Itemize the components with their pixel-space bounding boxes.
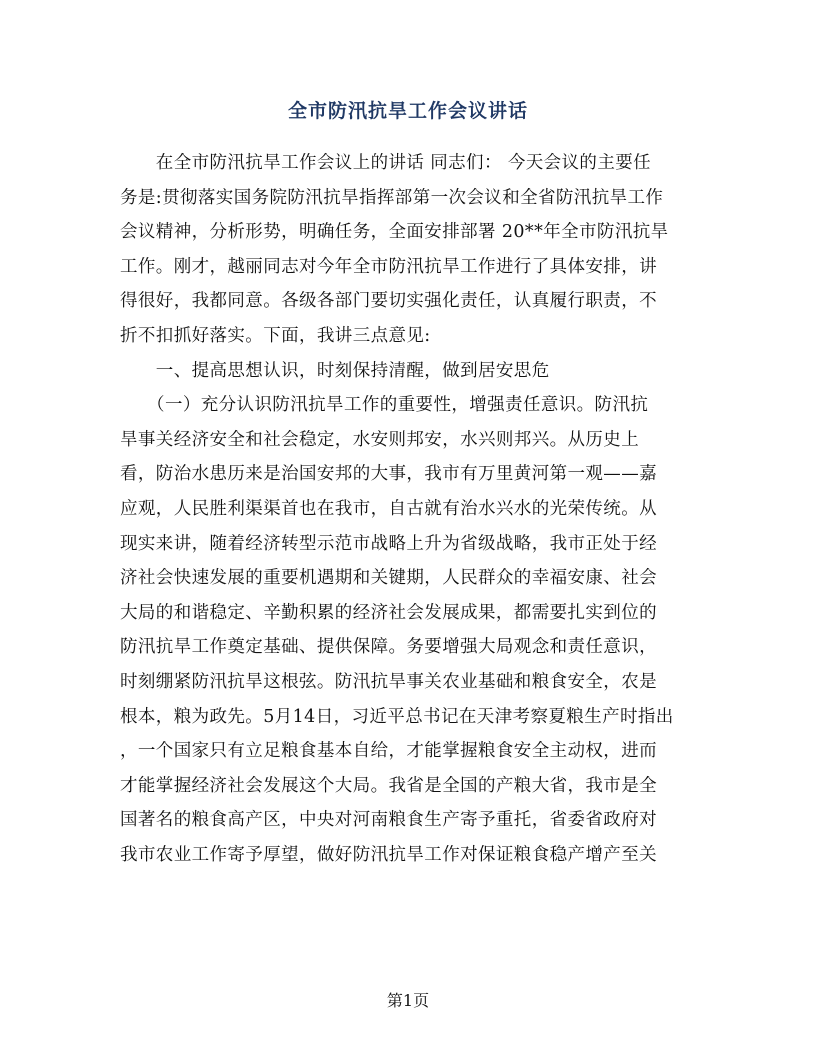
body-line: （一）充分认识防汛抗旱工作的重要性，增强责任意识。防汛抗 [120,395,649,416]
body-line: 应观，人民胜利渠渠首也在我市，自古就有治水兴水的光荣传统。从 [120,498,657,519]
body-line: ，一个国家只有立足粮食基本自给，才能掌握粮食安全主动权，进而 [120,741,657,762]
body-line: 国著名的粮食高产区，中央对河南粮食生产寄予重托，省委省政府对 [120,810,657,831]
body-line: 济社会快速发展的重要机遇期和关键期，人民群众的幸福安康、社会 [120,568,657,589]
body-line: 防汛抗旱工作奠定基础、提供保障。务要增强大局观念和责任意识， [120,637,657,658]
section-heading: 一、提高思想认识，时刻保持清醒，做到居安思危 [120,360,550,381]
document-title: 全市防汛抗旱工作会议讲话 [287,100,528,122]
body-line: 才能掌握经济社会发展这个大局。我省是全国的产粮大省，我市是全 [120,775,657,796]
body-line: 根本，粮为政先。5月14日，习近平总书记在天津考察夏粮生产时指出 [120,706,674,727]
body-line: 会议精神，分析形势，明确任务，全面安排部署 20**年全市防汛抗旱 [120,222,669,243]
body-line: 在全市防汛抗旱工作会议上的讲话 同志们： 今天会议的主要任 [120,153,652,173]
body-line: 大局的和谐稳定、辛勤积累的经济社会发展成果，都需要扎实到位的 [120,602,657,623]
body-line: 折不扣抓好落实。下面，我讲三点意见: [120,325,431,346]
body-line: 时刻绷紧防汛抗旱这根弦。防汛抗旱事关农业基础和粮食安全，农是 [120,671,657,692]
document-body [120,146,696,872]
body-line: 旱事关经济安全和社会稳定，水安则邦安，水兴则邦兴。从历史上 [120,429,640,450]
body-line: 工作。刚才，越丽同志对今年全市防汛抗旱工作进行了具体安排，讲 [120,256,657,277]
body-line: 现实来讲，随着经济转型示范市战略上升为省级战略，我市正处于经 [120,533,657,554]
body-line: 务是:贯彻落实国务院防汛抗旱指挥部第一次会议和全省防汛抗旱工作 [120,187,664,208]
body-line: 看，防治水患历来是治国安邦的大事，我市有万里黄河第一观——嘉 [120,464,657,485]
body-line: 我市农业工作寄予厚望，做好防汛抗旱工作对保证粮食稳产增产至关 [120,844,657,865]
body-line: 得很好，我都同意。各级各部门要切实强化责任，认真履行职责，不 [120,291,657,312]
page-number: 第1页 [386,991,430,1010]
